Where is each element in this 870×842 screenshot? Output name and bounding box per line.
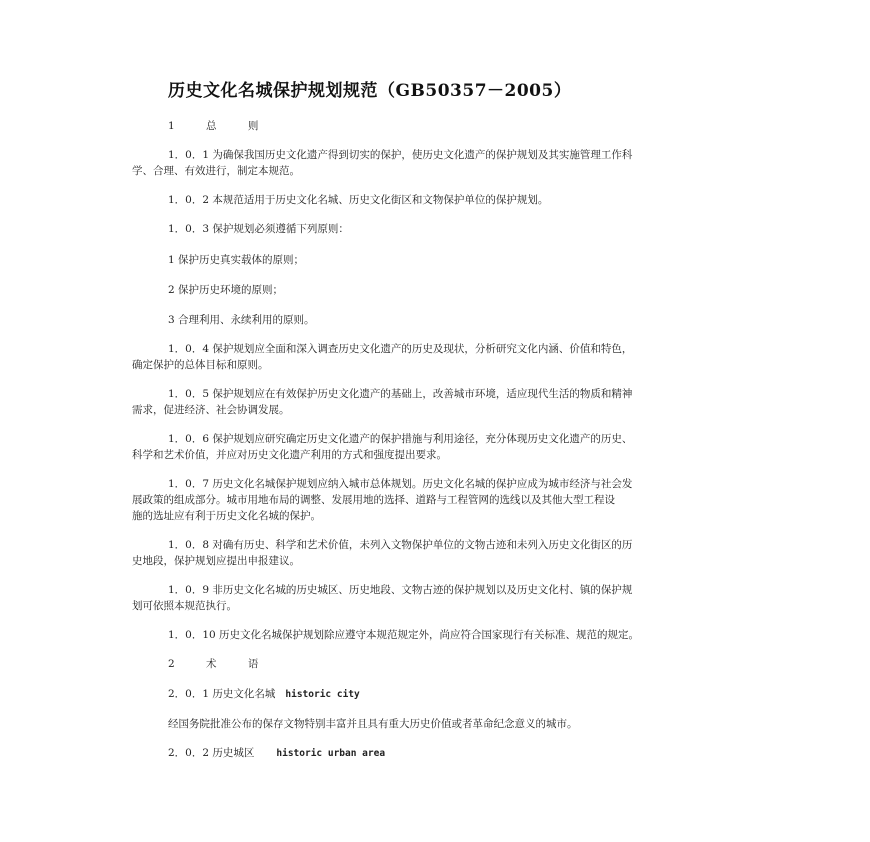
clause-1-0-1-line-1: 1．0．1 为确保我国历史文化遗产得到切实的保护，使历史文化遗产的保护规划及其实施管理工作科 <box>168 149 633 161</box>
principle-1: 1 保护历史真实载体的原则； <box>168 254 305 266</box>
clause-1-0-8-line-1: 1．0．8 对确有历史、科学和艺术价值，未列入文物保护单位的文物古迹和未列入历史文化街区的历 <box>168 539 633 551</box>
clause-1-0-7-line-1: 1．0．7 历史文化名城保护规划应纳入城市总体规划。历史文化名城的保护应成为城市经济与社会发 <box>168 478 633 490</box>
clause-1-0-6-line-1: 1．0．6 保护规划应研究确定历史文化遗产的保护措施与利用途径，充分体现历史文化遗产的历史、 <box>168 433 633 445</box>
clause-1-0-4-line-2: 确定保护的总体目标和原则。 <box>132 359 269 371</box>
clause-1-0-9-line-1: 1．0．9 非历史文化名城的历史城区、历史地段、文物古迹的保护规划以及历史文化村、镇的保护规 <box>168 584 633 596</box>
term-2-0-1-definition: 经国务院批准公布的保存文物特别丰富并且具有重大历史价值或者革命纪念意义的城市。 <box>168 718 578 730</box>
section-2-heading <box>168 657 272 671</box>
term-chinese: 2．0．2 历史城区 <box>168 747 255 759</box>
clause-1-0-2: 1．0．2 本规范适用于历史文化名城、历史文化街区和文物保护单位的保护规划。 <box>168 194 549 206</box>
clause-1-0-7-line-3: 施的选址应有利于历史文化名城的保护。 <box>132 510 321 522</box>
term-english: historic city <box>285 689 360 700</box>
section-title: 总 则 <box>206 120 273 132</box>
clause-1-0-3: 1．0．3 保护规划必须遵循下列原则： <box>168 223 349 235</box>
term-chinese: 2．0．1 历史文化名城 <box>168 688 276 700</box>
clause-1-0-6-line-2: 科学和艺术价值，并应对历史文化遗产利用的方式和强度提出要求。 <box>132 449 447 461</box>
principle-3: 3 合理利用、永续利用的原则。 <box>168 314 315 326</box>
section-number: 1 <box>168 120 175 132</box>
document-title: 历史文化名城保护规划规范（GB50357－2005） <box>168 81 572 101</box>
clause-1-0-1-line-2: 学、合理、有效进行，制定本规范。 <box>132 165 300 177</box>
clause-1-0-8-line-2: 史地段，保护规划应提出申报建议。 <box>132 555 300 567</box>
term-english: historic urban area <box>276 748 386 759</box>
clause-1-0-5-line-2: 需求，促进经济、社会协调发展。 <box>132 404 290 416</box>
term-2-0-2 <box>168 746 385 761</box>
clause-1-0-4-line-1: 1．0．4 保护规划应全面和深入调查历史文化遗产的历史及现状，分析研究文化内涵、价值和特色， <box>168 343 633 355</box>
clause-1-0-9-line-2: 划可依照本规范执行。 <box>132 600 237 612</box>
clause-1-0-7-line-2: 展政策的组成部分。城市用地布局的调整、发展用地的选择、道路与工程管网的选线以及其他大型工程设 <box>132 494 615 506</box>
clause-1-0-10: 1．0．10 历史文化名城保护规划除应遵守本规范规定外，尚应符合国家现行有关标准、规范的规定。 <box>168 629 640 641</box>
section-number: 2 <box>168 658 175 670</box>
principle-2: 2 保护历史环境的原则； <box>168 284 284 296</box>
section-1-heading <box>168 119 272 133</box>
term-2-0-1 <box>168 687 360 702</box>
section-title: 术 语 <box>206 658 273 670</box>
clause-1-0-5-line-1: 1．0．5 保护规划应在有效保护历史文化遗产的基础上，改善城市环境，适应现代生活的物质和精神 <box>168 388 633 400</box>
